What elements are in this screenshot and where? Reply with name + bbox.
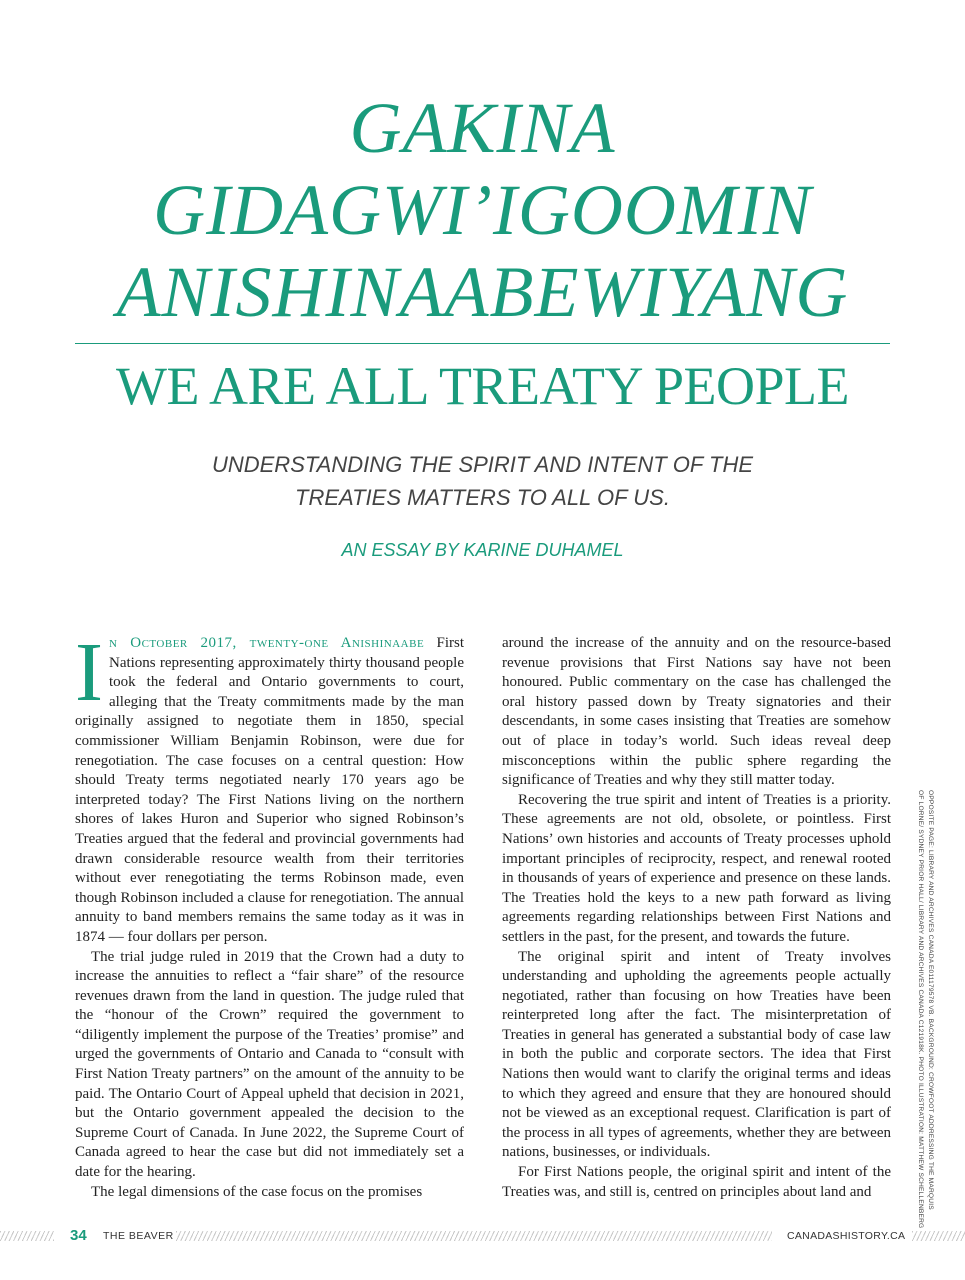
page-number: 34: [70, 1227, 87, 1244]
english-title: WE ARE ALL TREATY PEOPLE: [116, 356, 849, 416]
lead-in: n October 2017, twenty-one Anishinaabe: [108, 635, 425, 651]
title-line-3: ANISHINAABEWIYANG: [116, 252, 849, 332]
paragraph-2: The trial judge ruled in 2019 that the Crown had a duty to increase the annuities to reflect a “fair share” of the resource revenues drawn from the land in question. The judge ruled that the “honour of the Crown” required the government to “diligently implement the purpose of the Treaties’ promise” and urged the governments of Ontario and Canada to “consult with First Nation Treaty partners” on the amount of the annuity to be paid. The Ontario Court of Appeal upheld that decision in 2021, but the Ontario government appealed the decision to the Supreme Court of Canada. In June 2022, the Supreme Court of Canada agreed to hear the case but did not immediately set a date for the hearing.: [75, 948, 464, 1181]
paragraph-3: The legal dimensions of the case focus on the promises: [91, 1183, 423, 1200]
footer-hatch-right: [912, 1231, 965, 1241]
photo-credit: [913, 790, 935, 1229]
paragraph-3-continued: around the increase of the annuity and on the resource-based revenue provisions that First Nations say have not been honoured. Public commentary on the case has challenged the oral history passed down by Treaty signatories and their descendants, in some cases insisting that Treaties are somehow out of place in today’s world. Such ideas reveal deep misconceptions within the public sphere regarding the significance of Treaties and why they still matter today.: [502, 635, 891, 789]
paragraph-1-text: First Nations representing approximately thirty thousand people took the federal and Ontario governments to court, alleging that the Treaty commitments made by the man originally assigned to negotiate them in 1850, special commissioner William Benjamin Robinson, were due for renegotiation. The case focuses on a central question: How should Treaty terms negotiated nearly 170 years ago be interpreted today? The First Nations living on the northern shores of lakes Huron and Superior who signed Robinson’s Treaties argued that the federal and provincial governments had drawn considerable resource wealth from their territories without ever renegotiating the terms Robinson made, even though Robinson included a clause for renegotiation. The annual annuity to band members remains the same today as it was in 1874 — four dollars per person.: [75, 635, 464, 945]
magazine-name: THE BEAVER: [103, 1230, 174, 1242]
photo-credit-line-1: OPPOSITE PAGE: LIBRARY AND ARCHIVES CANADA E011179578 VB. BACKGROUND: CROWFOOT ADDRESSING THE MARQUIS: [927, 790, 934, 1210]
page-footer: [0, 1226, 965, 1248]
title-divider: [75, 343, 890, 344]
deck-line-2: TREATIES MATTERS TO ALL OF US.: [295, 485, 670, 510]
paragraph-5: The original spirit and intent of Treaty involves understanding and upholding the agreements people actually negotiated, rather than focusing on how Treaties have been reinterpreted long after the fact. The misinterpretation of Treaties in general has generated a substantial body of case law in both the public and corporate sectors. The idea that First Nations then would want to clarify the original terms and ideas to which they agreed and ensure that they are honoured should not be viewed as an exceptional request. Clarification is part of the process in all types of agreements, whether they are between nations, businesses, or individuals.: [502, 948, 891, 1161]
article-column-left: [75, 626, 464, 1202]
byline: AN ESSAY BY KARINE DUHAMEL: [341, 540, 624, 560]
paragraph-6: For First Nations people, the original spirit and intent of the Treaties was, and still is, centred on principles about land and: [502, 1164, 891, 1200]
title-line-2: GIDAGWI’IGOOMIN: [153, 170, 812, 250]
footer-hatch-left: [0, 1231, 54, 1241]
website-url: CANADASHISTORY.CA: [787, 1230, 906, 1242]
photo-credit-line-2: OF LORNE/ SYDNEY PRIOR HALL/ LIBRARY AND ARCHIVES CANADA C121918K. PHOTO ILLUSTRATION: MATTHEW SCHELLENBERG: [917, 790, 924, 1229]
deck: [140, 448, 825, 514]
article-column-right: [502, 634, 891, 1202]
drop-cap: I: [75, 626, 103, 719]
paragraph-1: [75, 626, 464, 948]
title-line-1: GAKINA: [349, 88, 616, 168]
paragraph-4: Recovering the true spirit and intent of Treaties is a priority. These agreements are not old, obsolete, or pointless. First Nations’ own histories and accounts of Treaty processes uphold important principles of reciprocity, respect, and renewal rooted in thousands of years of experience and presence on these lands. The Treaties hold the keys to a new path forward as living agreements regarding relationships between First Nations and settlers in the past, for the present, and towards the future.: [502, 791, 891, 945]
deck-line-1: UNDERSTANDING THE SPIRIT AND INTENT OF THE: [211, 452, 754, 477]
footer-hatch-center: [176, 1231, 772, 1241]
